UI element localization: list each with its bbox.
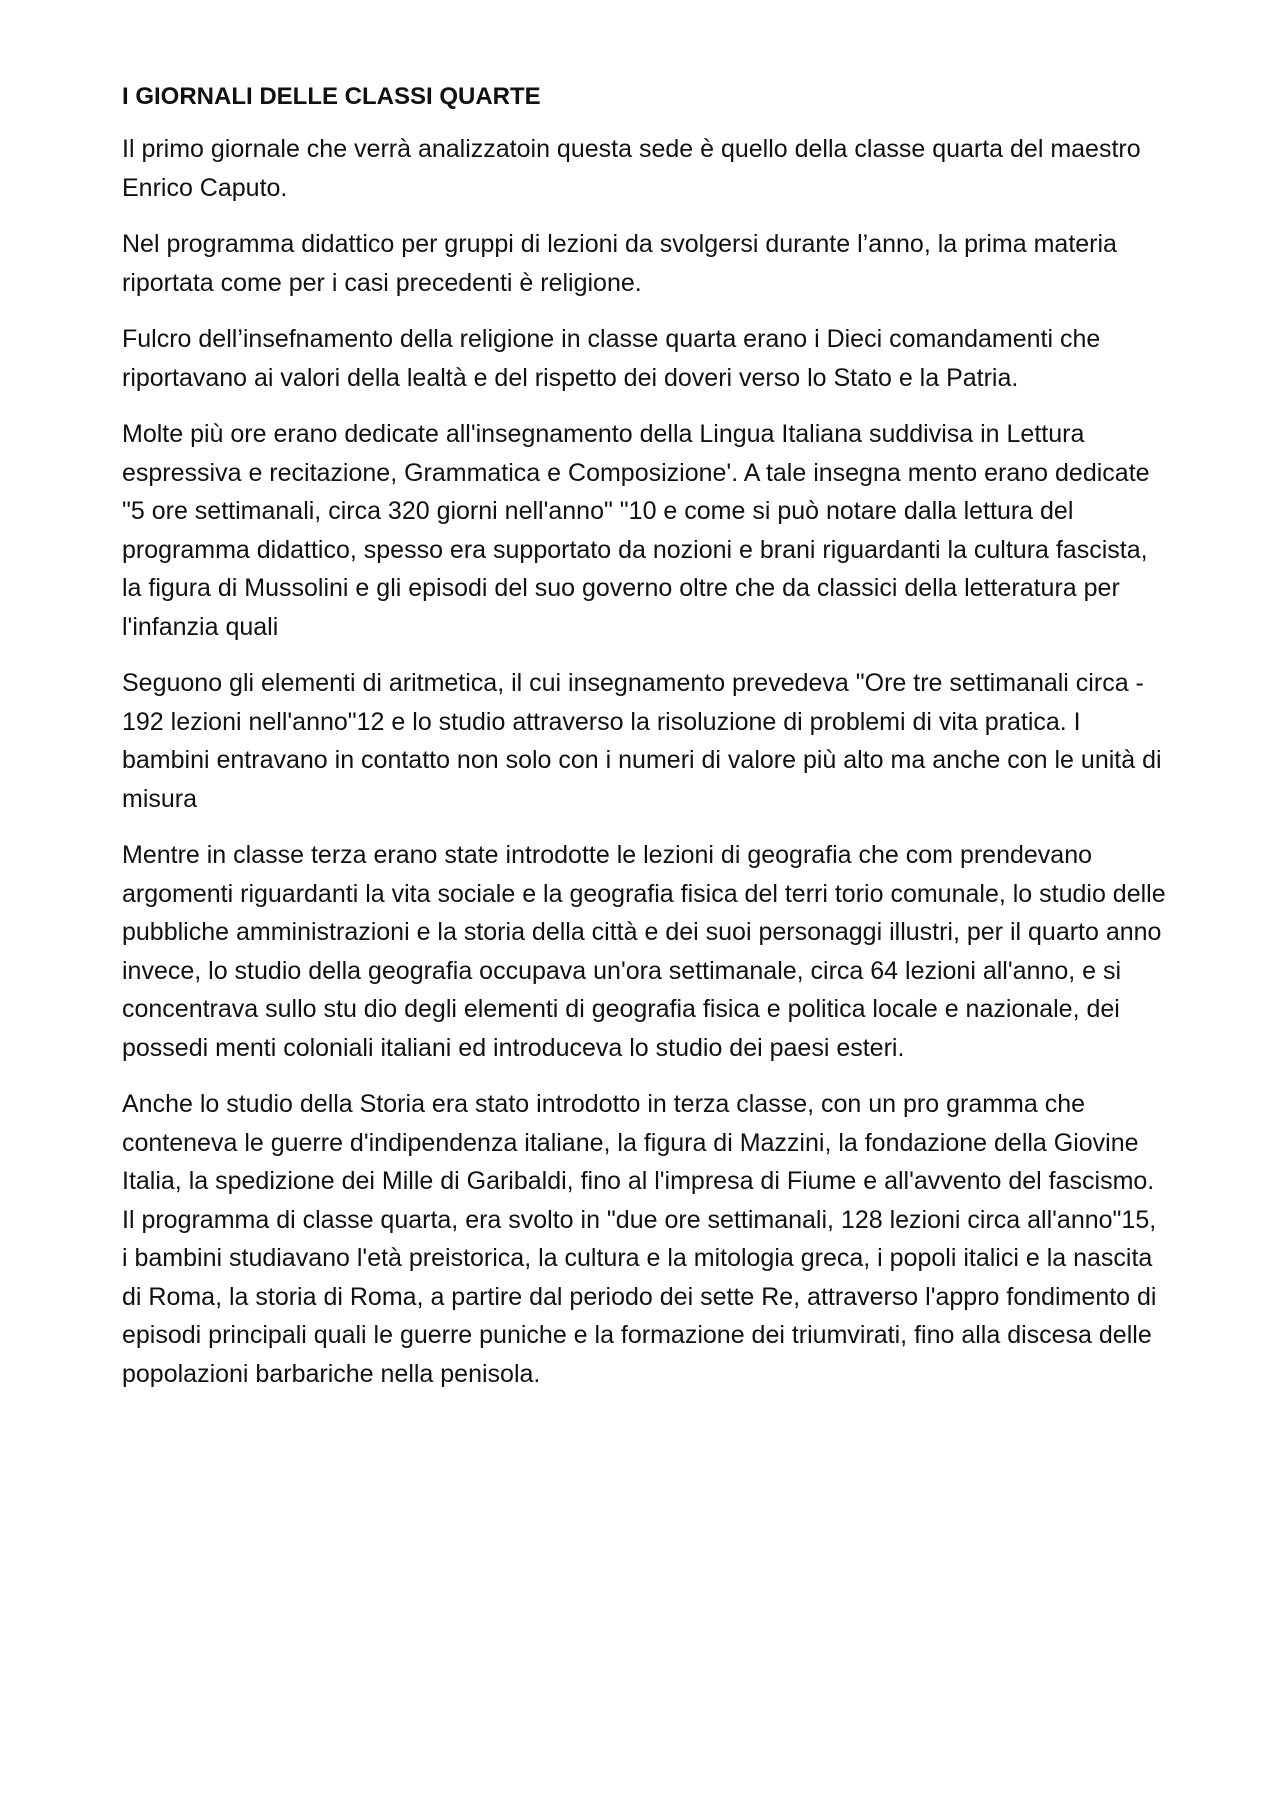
paragraph-religione: Fulcro dell’insefnamento della religione in classe quarta erano i Dieci comandamenti che riportavano ai valori della lealtà e del rispetto dei doveri verso lo Stato e la Patria. xyxy=(122,325,1101,392)
paragraph-storia: Anche lo studio della Storia era stato introdotto in terza classe, con un pro gramma che conteneva le guerre d'indipendenza italiane, la figura di Mazzini, la fondazione della Giovine Italia, la spedizione dei Mille di Garibaldi, fino al l'impresa di Fiume e all'avvento del fascismo. Il programma di classe quarta, era svolto in "due ore settimanali, 128 lezioni circa all'anno"15, i bambini studiavano l'età preistorica, la cultura e la mitologia greca, i popoli italici e la nascita di Roma, la storia di Roma, a partire dal periodo dei sette Re, attraverso l'appro fondimento di episodi principali quali le guerre puniche e la formazione dei triumvirati, fino alla discesa delle popolazioni barbariche nella penisola. xyxy=(122,1090,1157,1388)
paragraph-intro: Il primo giornale che verrà analizzatoin questa sede è quello della classe quarta del maestro Enrico Caputo. xyxy=(122,135,1141,202)
paragraph-lingua-italiana: Molte più ore erano dedicate all'insegnamento della Lingua Italiana suddivisa in Lettura espressiva e recitazione, Grammatica e Composizione'. A tale insegna mento erano dedicate "5 ore settimanali, circa 320 giorni nell'anno" "10 e come si può notare dalla lettura del programma didattico, spesso era supportato da nozioni e brani riguardanti la cultura fascista, la figura di Mussolini e gli episodi del suo governo oltre che da classici della letteratura per l'infanzia quali xyxy=(122,420,1150,641)
document-body xyxy=(122,78,1167,1411)
paragraph-geografia: Mentre in classe terza erano state introdotte le lezioni di geografia che com prendevano argomenti riguardanti la vita sociale e la geografia fisica del terri torio comunale, lo studio delle pubbliche amministrazioni e la storia della città e dei suoi personaggi illustri, per il quarto anno invece, lo studio della geografia occupava un'ora settimanale, circa 64 lezioni all'anno, e si concentrava sullo stu dio degli elementi di geografia fisica e politica locale e nazionale, dei possedi menti coloniali italiani ed introduceva lo studio dei paesi esteri. xyxy=(122,841,1166,1062)
paragraph-programma: Nel programma didattico per gruppi di lezioni da svolgersi durante l’anno, la prima materia riportata come per i casi precedenti è religione. xyxy=(122,230,1117,297)
document-title: I GIORNALI DELLE CLASSI QUARTE xyxy=(122,83,541,110)
paragraph-aritmetica: Seguono gli elementi di aritmetica, il cui insegnamento prevedeva "Ore tre settimanali circa - 192 lezioni nell'anno"12 e lo studio attraverso la risoluzione di problemi di vita pratica. I bambini entravano in contatto non solo con i numeri di valore più alto ma anche con le unità di misura xyxy=(122,669,1162,813)
